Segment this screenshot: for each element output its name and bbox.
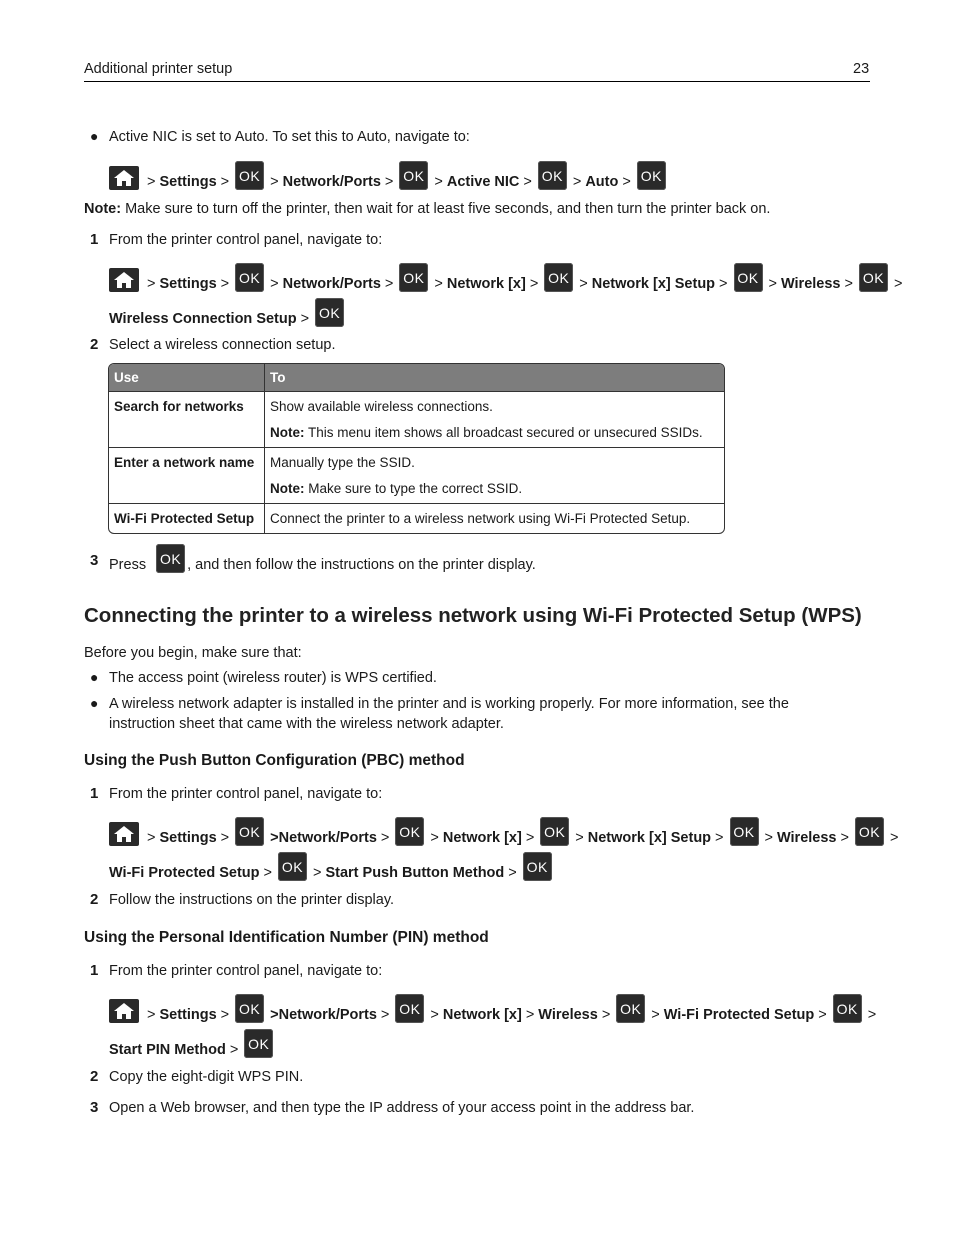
- table-cell-use: Search for networks: [114, 399, 244, 414]
- path-item: Wireless Connection Setup: [109, 311, 297, 327]
- ok-button-icon: OK: [523, 852, 552, 881]
- step-press-ok: Press OK , and then follow the instructions on the printer display.: [109, 540, 536, 573]
- pbc-path-line2: Wi‑Fi Protected Setup > OK > Start Push Button Method > OK: [109, 848, 554, 881]
- path-item: Start PIN Method: [109, 1042, 226, 1058]
- bullet-dot: ●: [90, 669, 99, 685]
- section-heading-wps: Connecting the printer to a wireless network using Wi‑Fi Protected Setup (WPS): [84, 604, 862, 627]
- home-icon: [109, 822, 139, 846]
- step-number: 2: [90, 336, 99, 353]
- ok-button-icon: OK: [538, 161, 567, 190]
- wps-bullet-1: The access point (wireless router) is WPS certified.: [109, 670, 437, 686]
- ok-button-icon: OK: [244, 1029, 273, 1058]
- step-number: 1: [90, 231, 99, 248]
- running-header: Additional printer setup: [84, 61, 233, 77]
- table-row: [109, 392, 724, 447]
- ok-button-icon: OK: [315, 298, 344, 327]
- ok-button-icon: OK: [395, 994, 424, 1023]
- table-row: [109, 503, 724, 533]
- step-number: 2: [90, 1068, 99, 1085]
- table-cell-use: Wi‑Fi Protected Setup: [109, 503, 264, 533]
- ok-button-icon: OK: [395, 817, 424, 846]
- ok-button-icon: OK: [637, 161, 666, 190]
- wireless-setup-path-line2: Wireless Connection Setup > OK: [109, 294, 346, 327]
- path-item: Active NIC: [446, 174, 520, 190]
- ok-button-icon: OK: [730, 817, 759, 846]
- wireless-options-table: [108, 363, 725, 534]
- ok-button-icon: OK: [399, 161, 428, 190]
- table-cell-to: Show available wireless connections. Note: This menu item shows all broadcast secured or unsecured SSIDs.: [264, 392, 724, 447]
- ok-button-icon: OK: [855, 817, 884, 846]
- wps-intro: Before you begin, make sure that:: [84, 645, 302, 661]
- note-power-cycle: Note: Make sure to turn off the printer, then wait for at least five seconds, and then turn the printer back on.: [84, 201, 771, 217]
- path-item: Wireless: [780, 276, 841, 292]
- ok-button-icon: OK: [156, 544, 185, 573]
- pbc-path-line1: > Settings > OK >Network/Ports > OK > Network [x] > OK > Network [x] Setup > OK > Wireless > OK >: [109, 813, 902, 846]
- path-item: Wi‑Fi Protected Setup: [663, 1007, 815, 1023]
- home-icon: [109, 166, 139, 190]
- ok-button-icon: OK: [540, 817, 569, 846]
- step-text: From the printer control panel, navigate to:: [109, 786, 383, 802]
- ok-button-icon: OK: [235, 817, 264, 846]
- wps-bullet-2-line1: A wireless network adapter is installed in the printer and is working properly. For more information, see the: [109, 696, 789, 712]
- table-header: Use: [109, 364, 264, 392]
- page-number: 23: [853, 61, 870, 77]
- path-item: Network [x]: [442, 830, 522, 846]
- path-item: Settings: [159, 830, 217, 846]
- pin-path-line1: > Settings > OK >Network/Ports > OK > Network [x] > Wireless > OK > Wi‑Fi Protected Setup > OK >: [109, 990, 880, 1023]
- ok-button-icon: OK: [859, 263, 888, 292]
- path-item: >Network/Ports: [270, 830, 377, 846]
- table-cell-to: Connect the printer to a wireless network using Wi‑Fi Protected Setup.: [264, 503, 724, 533]
- ok-button-icon: OK: [235, 994, 264, 1023]
- path-item: Wireless: [776, 830, 837, 846]
- path-item: Network/Ports: [282, 276, 381, 292]
- step-text: Open a Web browser, and then type the IP address of your access point in the address bar.: [109, 1100, 695, 1116]
- wps-bullet-2-line2: instruction sheet that came with the wireless network adapter.: [109, 716, 504, 732]
- ok-button-icon: OK: [235, 161, 264, 190]
- step-number: 1: [90, 785, 99, 802]
- path-item: Network [x] Setup: [591, 276, 716, 292]
- step-number: 3: [90, 552, 99, 569]
- step-number: 2: [90, 891, 99, 908]
- home-icon: [109, 268, 139, 292]
- step-text: From the printer control panel, navigate to:: [109, 232, 383, 248]
- ok-button-icon: OK: [399, 263, 428, 292]
- active-nic-path: > Settings > OK > Network/Ports > OK > Active NIC > OK > Auto > OK: [109, 157, 668, 190]
- step-text: Follow the instructions on the printer display.: [109, 892, 395, 908]
- subheading-pbc: Using the Push Button Configuration (PBC) method: [84, 752, 465, 769]
- bullet-dot: ●: [90, 128, 99, 144]
- step-number: 1: [90, 962, 99, 979]
- ok-button-icon: OK: [833, 994, 862, 1023]
- home-icon: [109, 999, 139, 1023]
- pin-path-line2: Start PIN Method > OK: [109, 1025, 275, 1058]
- ok-button-icon: OK: [734, 263, 763, 292]
- path-item: Settings: [159, 1007, 217, 1023]
- path-item: Wi‑Fi Protected Setup: [109, 865, 260, 881]
- table-cell-use: Enter a network name: [109, 447, 264, 503]
- path-item: Network [x] Setup: [587, 830, 712, 846]
- step-text: Select a wireless connection setup.: [109, 337, 336, 353]
- path-item: Network/Ports: [282, 174, 381, 190]
- path-item: Wireless: [538, 1007, 598, 1023]
- path-item: Auto: [585, 174, 619, 190]
- step-text: From the printer control panel, navigate to:: [109, 963, 383, 979]
- wireless-setup-path-line1: > Settings > OK > Network/Ports > OK > Network [x] > OK > Network [x] Setup > OK > Wireless > OK >: [109, 259, 906, 292]
- table-cell-to: Manually type the SSID. Note: Make sure to type the correct SSID.: [264, 447, 724, 503]
- table-header: To: [264, 364, 724, 392]
- ok-button-icon: OK: [278, 852, 307, 881]
- bullet-dot: ●: [90, 695, 99, 711]
- step-text: Copy the eight-digit WPS PIN.: [109, 1069, 304, 1085]
- table-row: [109, 447, 724, 503]
- subheading-pin: Using the Personal Identification Number (PIN) method: [84, 929, 489, 946]
- ok-button-icon: OK: [235, 263, 264, 292]
- path-item: Start Push Button Method: [325, 865, 505, 881]
- path-item: Settings: [159, 174, 217, 190]
- ok-button-icon: OK: [616, 994, 645, 1023]
- step-number: 3: [90, 1099, 99, 1116]
- path-item: Settings: [159, 276, 217, 292]
- active-nic-bullet: Active NIC is set to Auto. To set this to Auto, navigate to:: [109, 129, 470, 145]
- path-item: Network [x]: [442, 1007, 522, 1023]
- ok-button-icon: OK: [544, 263, 573, 292]
- path-item: >Network/Ports: [270, 1007, 377, 1023]
- path-item: Network [x]: [446, 276, 526, 292]
- header-rule: [84, 81, 870, 82]
